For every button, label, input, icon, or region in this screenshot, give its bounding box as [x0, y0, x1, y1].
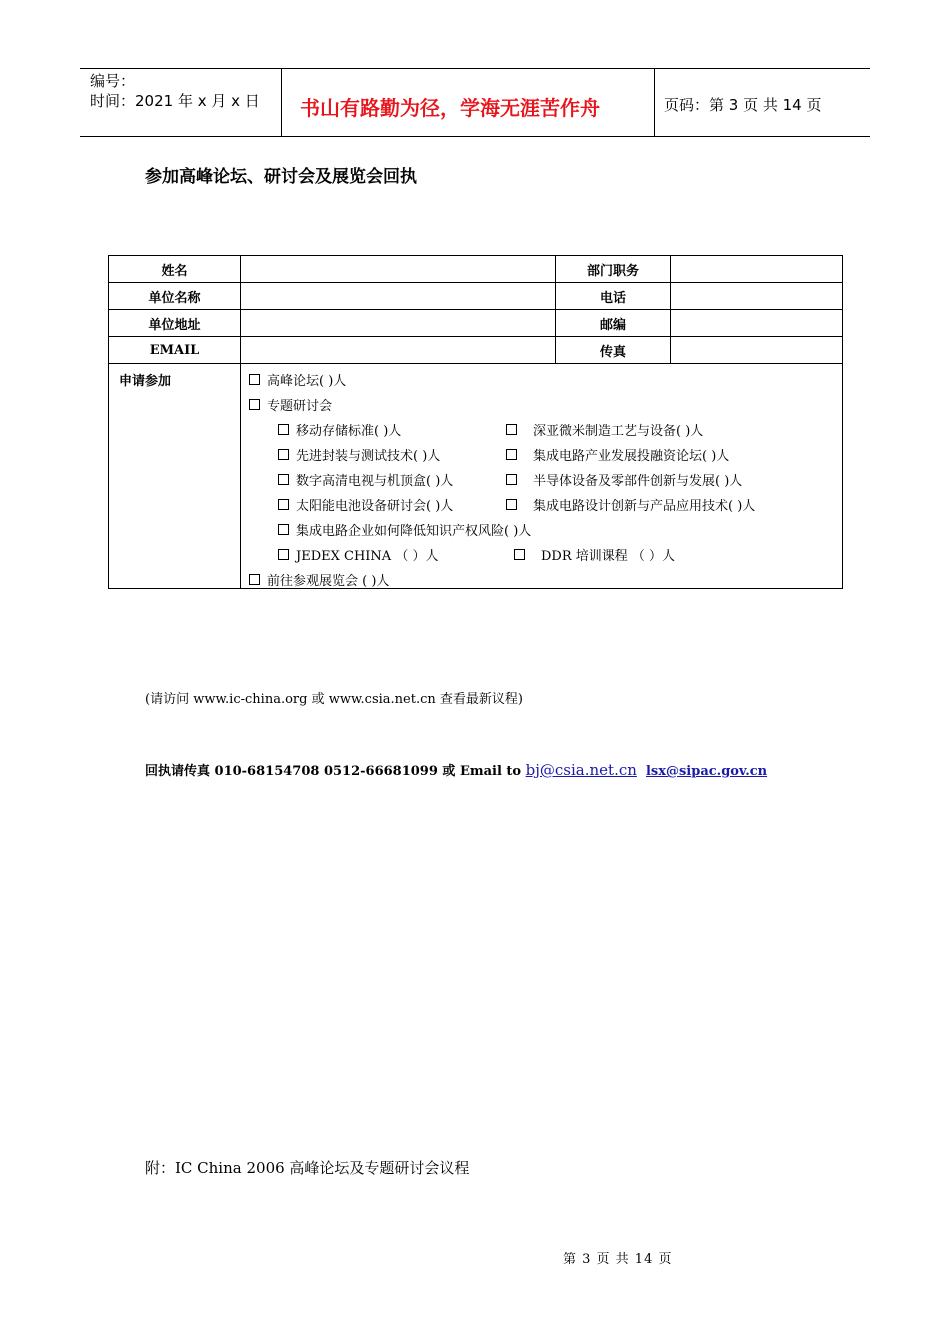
company-address-label: 单位地址 [109, 310, 241, 337]
name-field[interactable] [241, 256, 556, 283]
apply-label: 申请参加 [109, 364, 241, 589]
name-label: 姓名 [109, 256, 241, 283]
checkbox-icon[interactable] [506, 499, 517, 510]
fax-label: 传真 [556, 337, 671, 364]
option-forum[interactable]: 高峰论坛( )人 [249, 370, 346, 389]
phone-field[interactable] [671, 283, 843, 310]
option-ip-risk[interactable]: 集成电路企业如何降低知识产权风险( )人 [278, 520, 531, 539]
option-submicron[interactable]: 深亚微米制造工艺与设备( )人 [506, 420, 703, 439]
checkbox-icon[interactable] [249, 374, 260, 385]
checkbox-icon[interactable] [506, 424, 517, 435]
email-label: EMAIL [109, 337, 241, 364]
form-row-email [109, 337, 843, 364]
header-page-info: 页码：第 3 页 共 14 页 [664, 96, 822, 114]
form-title: 参加高峰论坛、研讨会及展览会回执 [145, 167, 417, 187]
header-divider-left [281, 68, 282, 136]
option-exhibition[interactable]: 前往参观展览会 ( )人 [249, 570, 389, 589]
checkbox-icon[interactable] [514, 549, 525, 560]
email-link-sipac[interactable]: lsx@sipac.gov.cn [645, 764, 768, 779]
form-row-apply [109, 364, 843, 589]
checkbox-icon[interactable] [278, 499, 289, 510]
company-name-label: 单位名称 [109, 283, 241, 310]
header-divider-right [654, 68, 655, 136]
option-ic-investment[interactable]: 集成电路产业发展投融资论坛( )人 [506, 445, 729, 464]
form-row-company [109, 283, 843, 310]
option-jedex[interactable]: JEDEX CHINA （ ）人 [278, 545, 438, 564]
company-address-field[interactable] [241, 310, 556, 337]
fax-note-text: 回执请传真 010-68154708 0512-66681099 或 Email to [145, 764, 526, 779]
checkbox-icon[interactable] [506, 449, 517, 460]
form-row-address [109, 310, 843, 337]
checkbox-icon[interactable] [278, 449, 289, 460]
option-seminars[interactable]: 专题研讨会 [249, 395, 332, 414]
postcode-field[interactable] [671, 310, 843, 337]
option-semiconductor[interactable]: 半导体设备及零部件创新与发展( )人 [506, 470, 742, 489]
department-title-label: 部门职务 [556, 256, 671, 283]
company-name-field[interactable] [241, 283, 556, 310]
department-title-field[interactable] [671, 256, 843, 283]
checkbox-icon[interactable] [278, 424, 289, 435]
checkbox-icon[interactable] [249, 399, 260, 410]
option-packaging[interactable]: 先进封装与测试技术( )人 [278, 445, 440, 464]
checkbox-icon[interactable] [249, 574, 260, 585]
registration-form [108, 255, 843, 589]
checkbox-icon[interactable] [506, 474, 517, 485]
footer-page-number: 第 3 页 共 14 页 [563, 1252, 673, 1267]
fax-note [145, 760, 767, 779]
email-field[interactable] [241, 337, 556, 364]
checkbox-icon[interactable] [278, 524, 289, 535]
agenda-note: (请访问 www.ic-china.org 或 www.csia.net.cn 查看最新议程) [145, 692, 523, 707]
header-motto: 书山有路勤为径，学海无涯苦作舟 [300, 96, 600, 120]
checkbox-icon[interactable] [278, 549, 289, 560]
header-number-label: 编号： [90, 72, 136, 90]
checkbox-icon[interactable] [278, 474, 289, 485]
header-bottom-rule [80, 136, 870, 137]
option-digital-tv[interactable]: 数字高清电视与机顶盒( )人 [278, 470, 453, 489]
attachment-note: 附：IC China 2006 高峰论坛及专题研讨会议程 [145, 1159, 470, 1177]
option-ic-design[interactable]: 集成电路设计创新与产品应用技术( )人 [506, 495, 755, 514]
option-ddr[interactable]: DDR 培训课程 （ ）人 [514, 545, 675, 564]
phone-label: 电话 [556, 283, 671, 310]
header-top-rule [80, 68, 870, 69]
option-mobile-storage[interactable]: 移动存储标准( )人 [278, 420, 401, 439]
fax-field[interactable] [671, 337, 843, 364]
apply-options [241, 364, 843, 589]
option-solar[interactable]: 太阳能电池设备研讨会( )人 [278, 495, 453, 514]
postcode-label: 邮编 [556, 310, 671, 337]
email-link-csia[interactable]: bj@csia.net.cn [525, 761, 637, 779]
header-time-label: 时间：2021 年 x 月 x 日 [90, 92, 260, 110]
form-row-name [109, 256, 843, 283]
